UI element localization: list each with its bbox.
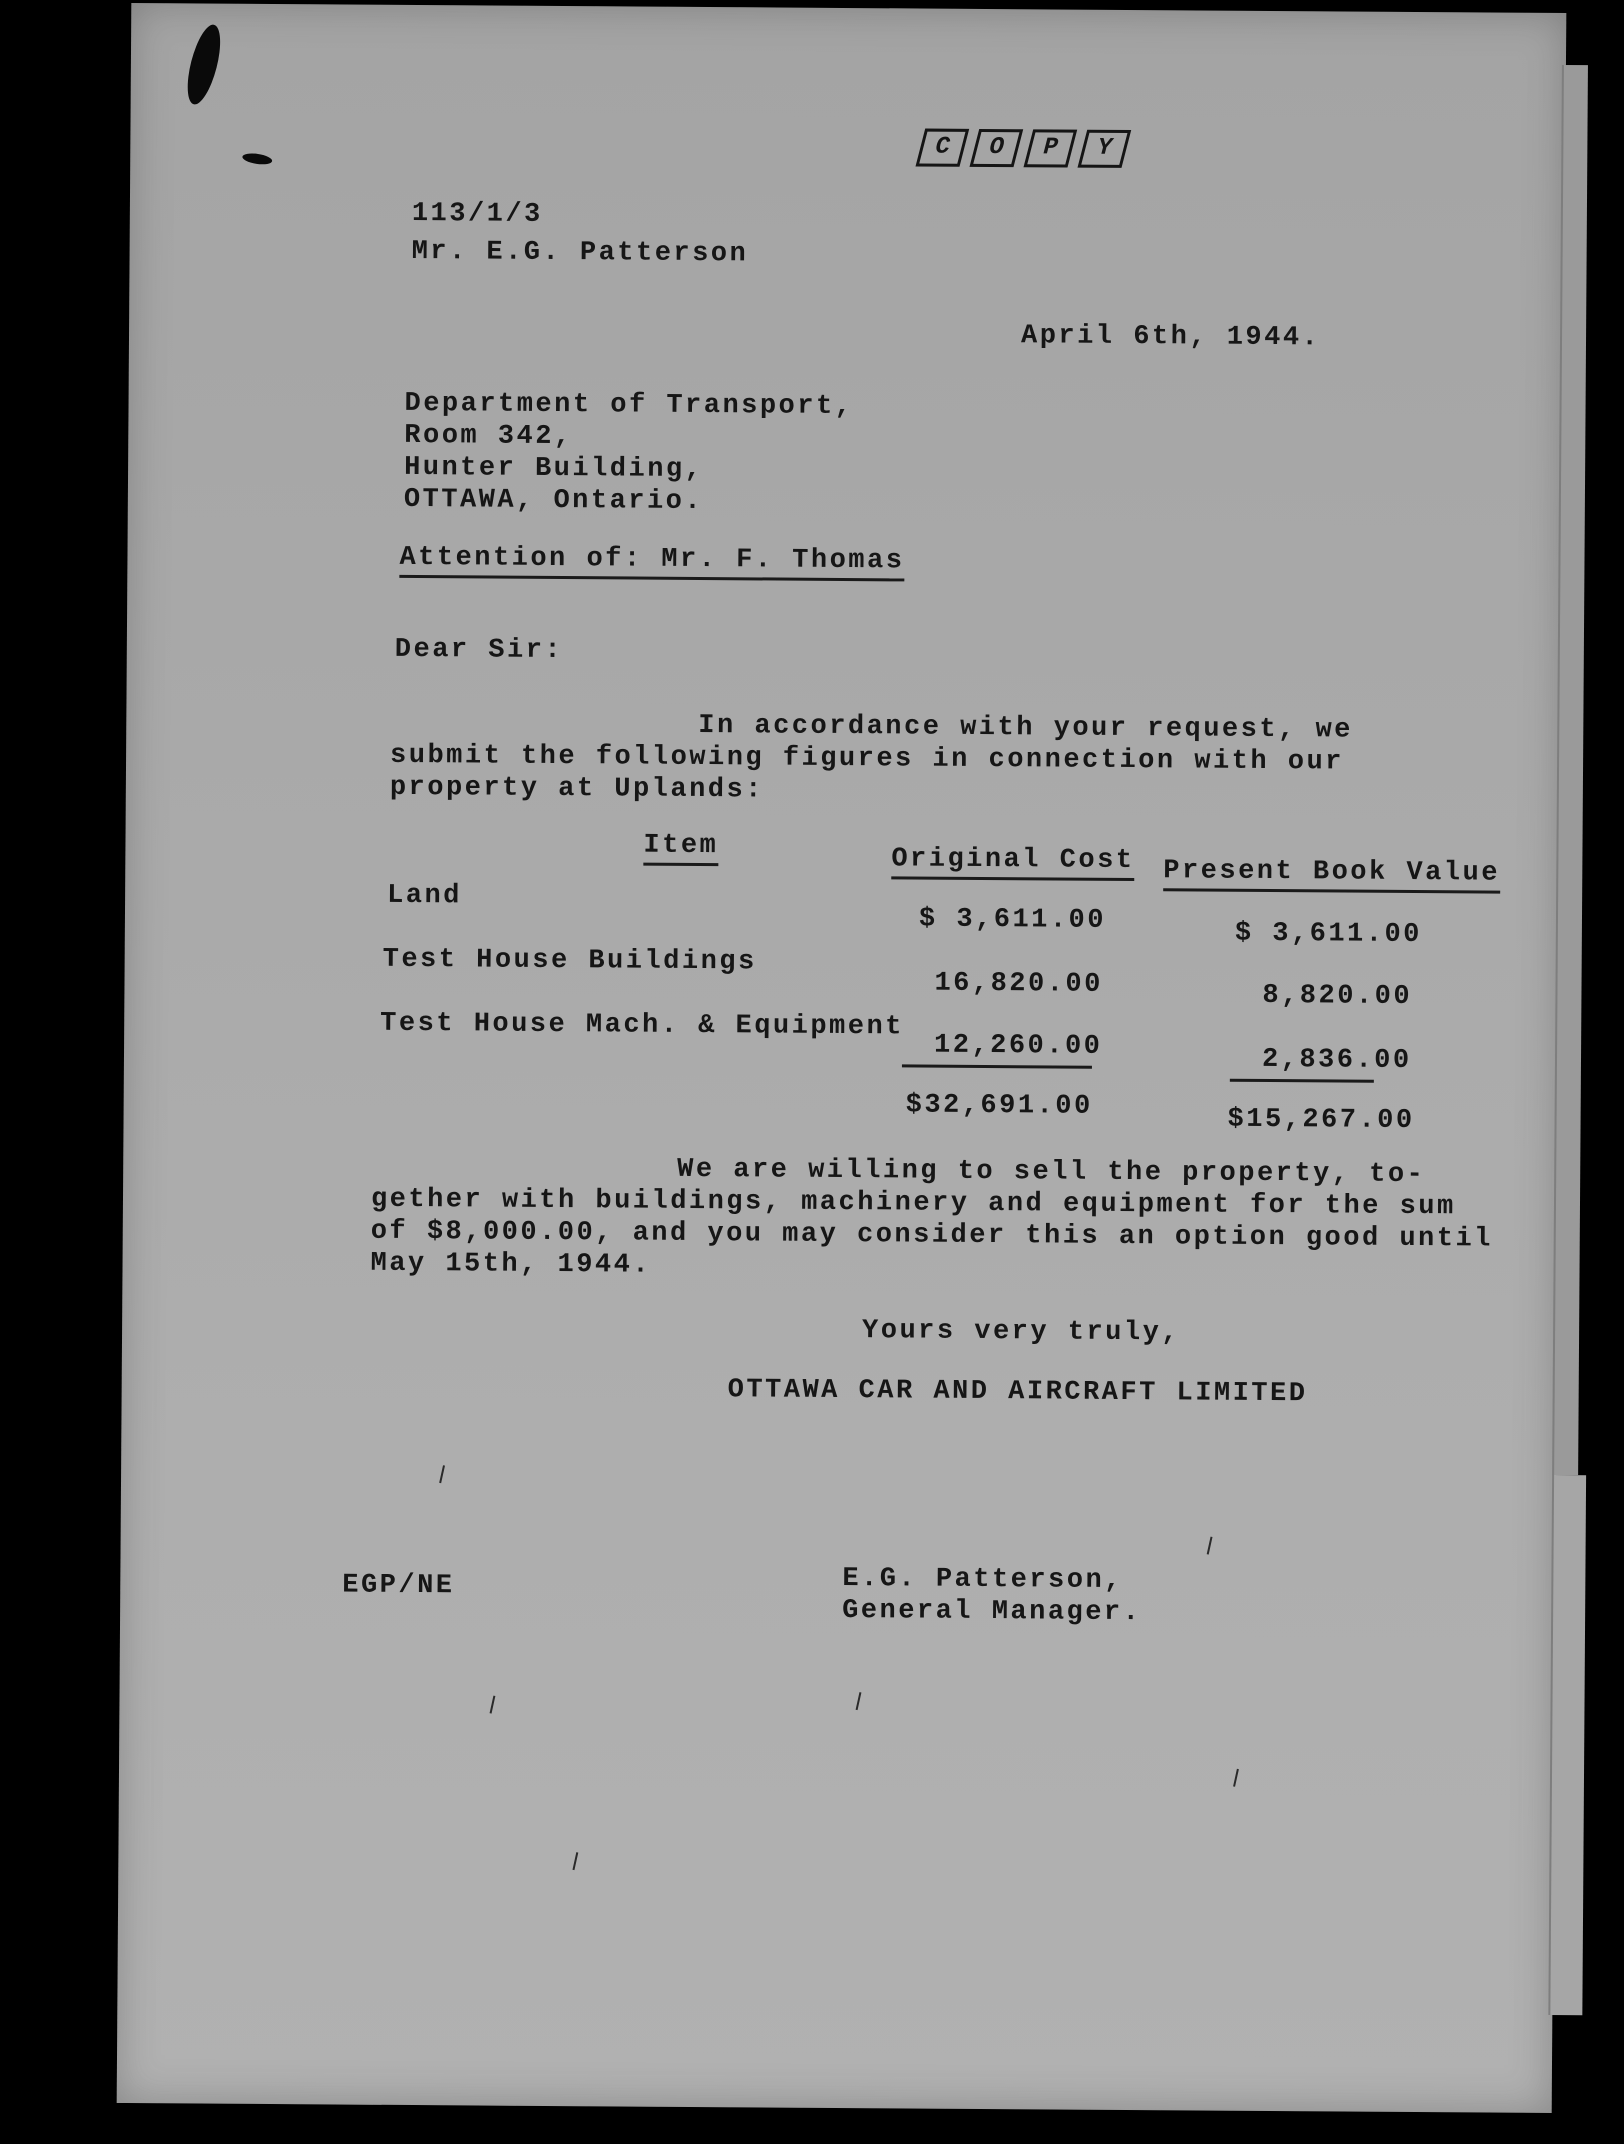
paper-speck — [572, 1852, 578, 1870]
recipient-line: Department of Transport, — [404, 388, 854, 423]
table-cell-original-cost: 16,820.00 — [934, 968, 1103, 1000]
intro-paragraph-line: property at Uplands: — [389, 772, 765, 806]
paper-speck — [490, 1696, 496, 1714]
company-name: OTTAWA CAR AND AIRCRAFT LIMITED — [727, 1375, 1308, 1410]
letter-page — [117, 3, 1567, 2113]
closing-paragraph-line: We are willing to sell the property, to- — [677, 1154, 1426, 1191]
table-cell-original-cost: $ 3,611.00 — [918, 904, 1107, 936]
closing-paragraph-line: May 15th, 1944. — [370, 1248, 652, 1281]
file-reference: 113/1/3 — [411, 198, 543, 230]
author-line: Mr. E.G. Patterson — [411, 236, 749, 270]
letter-date: April 6th, 1944. — [1020, 321, 1321, 354]
table-cell-book-value: $ 3,611.00 — [1234, 918, 1423, 951]
closing-paragraph-line: of $8,000.00, and you may consider this an option good until — [370, 1216, 1494, 1255]
stamp-letter: C — [915, 129, 969, 167]
column-header-item: Item — [643, 831, 718, 867]
copy-stamp — [920, 129, 1126, 168]
total-original-cost: $32,691.00 — [905, 1090, 1093, 1122]
sum-rule-original-cost — [902, 1064, 1092, 1068]
total-book-value: $15,267.00 — [1227, 1104, 1415, 1137]
column-header-book-value: Present Book Value — [1163, 856, 1500, 893]
complimentary-close: Yours very truly, — [861, 1316, 1181, 1349]
recipient-line: OTTAWA, Ontario. — [403, 484, 704, 518]
recipient-line: Room 342, — [404, 420, 573, 453]
stamp-letter: O — [969, 129, 1023, 167]
table-cell-item: Land — [387, 880, 463, 912]
paper-speck — [439, 1465, 445, 1483]
sum-rule-book-value — [1230, 1079, 1374, 1083]
closing-paragraph-line: gether with buildings, machinery and equipment for the sum — [370, 1184, 1456, 1223]
stamp-letter: Y — [1077, 130, 1131, 168]
typist-initials: EGP/NE — [342, 1570, 455, 1602]
page-edge-fold — [1552, 65, 1588, 1475]
table-cell-item: Test House Mach. & Equipment — [380, 1008, 905, 1043]
table-cell-original-cost: 12,260.00 — [933, 1030, 1103, 1062]
page-edge-fold-lower — [1548, 1475, 1586, 2015]
table-cell-book-value: 8,820.00 — [1262, 980, 1413, 1012]
stamp-letter: P — [1023, 129, 1077, 167]
ink-blot — [181, 22, 227, 108]
ink-smudge — [242, 152, 273, 166]
table-cell-item: Test House Buildings — [382, 944, 757, 978]
intro-paragraph-line: submit the following figures in connection with our — [389, 740, 1345, 778]
paper-speck — [856, 1692, 862, 1710]
signer-title: General Manager. — [842, 1596, 1142, 1629]
recipient-line: Hunter Building, — [404, 452, 704, 486]
signer-name: E.G. Patterson, — [842, 1564, 1124, 1596]
intro-paragraph-line: In accordance with your request, we — [698, 710, 1353, 746]
table-cell-book-value: 2,836.00 — [1261, 1044, 1412, 1076]
paper-speck — [1233, 1769, 1239, 1787]
attention-line: Attention of: Mr. F. Thomas — [399, 543, 904, 582]
salutation: Dear Sir: — [394, 634, 564, 667]
paper-speck — [1207, 1537, 1213, 1555]
column-header-original-cost: Original Cost — [891, 844, 1134, 881]
